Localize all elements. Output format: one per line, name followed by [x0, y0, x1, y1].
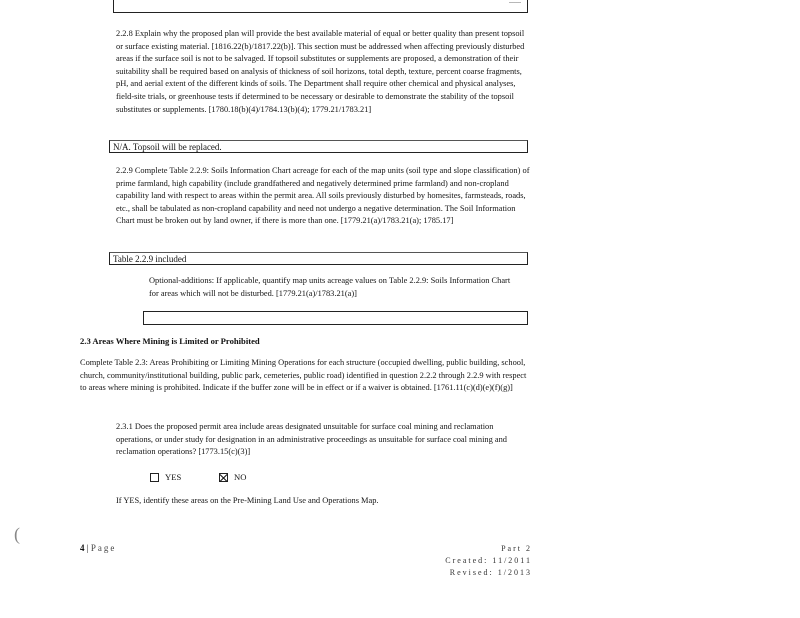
answer-2-2-8-text: N/A. Topsoil will be replaced. [113, 142, 222, 152]
no-checkbox[interactable] [219, 473, 228, 482]
question-2-3-1-text: 2.3.1 Does the proposed permit area include areas designated unsuitable for surface coal mining and reclamation operations, or under study for designation in an administrative proceedings as unsuitable for surface coal mining and reclamation operations? [1773.15(c)(3)] [116, 422, 507, 457]
answer-2-2-8-box[interactable] [109, 140, 528, 153]
page-number: 4 [80, 543, 85, 553]
top-answer-box-fragment [113, 0, 528, 13]
optional-answer-box[interactable] [143, 311, 528, 325]
yes-checkbox[interactable] [150, 473, 159, 482]
no-option[interactable] [219, 472, 246, 482]
item-2-2-8-text: 2.2.8 Explain why the proposed plan will provide the best available material of equal or better quality than present topsoil or surface existing material. [1816.22(b)/1817.22(b)]. This section must be addressed when affecting previously disturbed areas if the surface soil is not to be salvaged. If topsoil substitutes or supplements are proposed, a demonstration of their suitability shall be required based on analysis of thickness of soil horizons, total depth, texture, percent coarse fragments, pH, and aerial extent of the different kinds of soils. The Department shall require other chemical and physical analyses, field-site trials, or greenhouse tests if determined to be necessary or desirable to demonstrate the stability of the topsoil substitutes or supplements. [1780.18(b)(4)/1784.13(b)(4); 1779.21/1783.21] [116, 29, 525, 114]
footer-revised: Revised: 1/2013 [449, 568, 532, 577]
footer-created: Created: 11/2011 [445, 556, 532, 565]
section-2-3-title: 2.3 Areas Where Mining is Limited or Prohibited [80, 336, 260, 346]
no-label: NO [234, 472, 247, 482]
page-separator: | [86, 543, 91, 553]
section-2-3-intro: Complete Table 2.3: Areas Prohibiting or Limiting Mining Operations for each structure (occupied dwelling, public building, school, church, community/institutional building, public park, cemeteries, public road) identified in question 2.2.2 through 2.2.9 with respect to areas where mining is prohibited. Indicate if the buffer zone will be in effect or if a waiver is obtained. [1761.11(c)(d)(e)(f)(g)] [80, 358, 527, 393]
answer-2-2-9-text: Table 2.2.9 included [113, 254, 187, 264]
item-2-2-9-text: 2.2.9 Complete Table 2.2.9: Soils Information Chart acreage for each of the map units (soil type and slope classification) of prime farmland, high capability (include grandfathered and negatively determined prime farmland) and non-cropland capability land with respect to areas within the permit area. All soils previously disturbed by homesites, farmsteads, roads, etc., shall be tabulated as non-cropland capability and need not undergo a negative determination. The Soil Information Chart must be broken out by land owner, if there is more than one. [1779.21(a)/1783.21(a); 1785.17] [116, 166, 530, 226]
if-yes-instruction: If YES, identify these areas on the Pre-Mining Land Use and Operations Map. [116, 496, 379, 505]
answer-2-2-9-box[interactable] [109, 252, 528, 265]
footer-part: Part 2 [501, 544, 532, 553]
scan-margin-mark: ( [14, 524, 20, 544]
page-footer-right [420, 543, 532, 579]
yes-label: YES [165, 472, 182, 482]
top-box-dots: ...... [509, 0, 521, 5]
page-footer-left [80, 543, 116, 553]
yes-option[interactable] [150, 472, 181, 482]
optional-additions-text: Optional-additions: If applicable, quantify map units acreage values on Table 2.2.9: Soils Information Chart for areas which will not be disturbed. [1779.21(a)/1783.21(a)] [149, 276, 511, 298]
page-word: Page [90, 543, 117, 553]
